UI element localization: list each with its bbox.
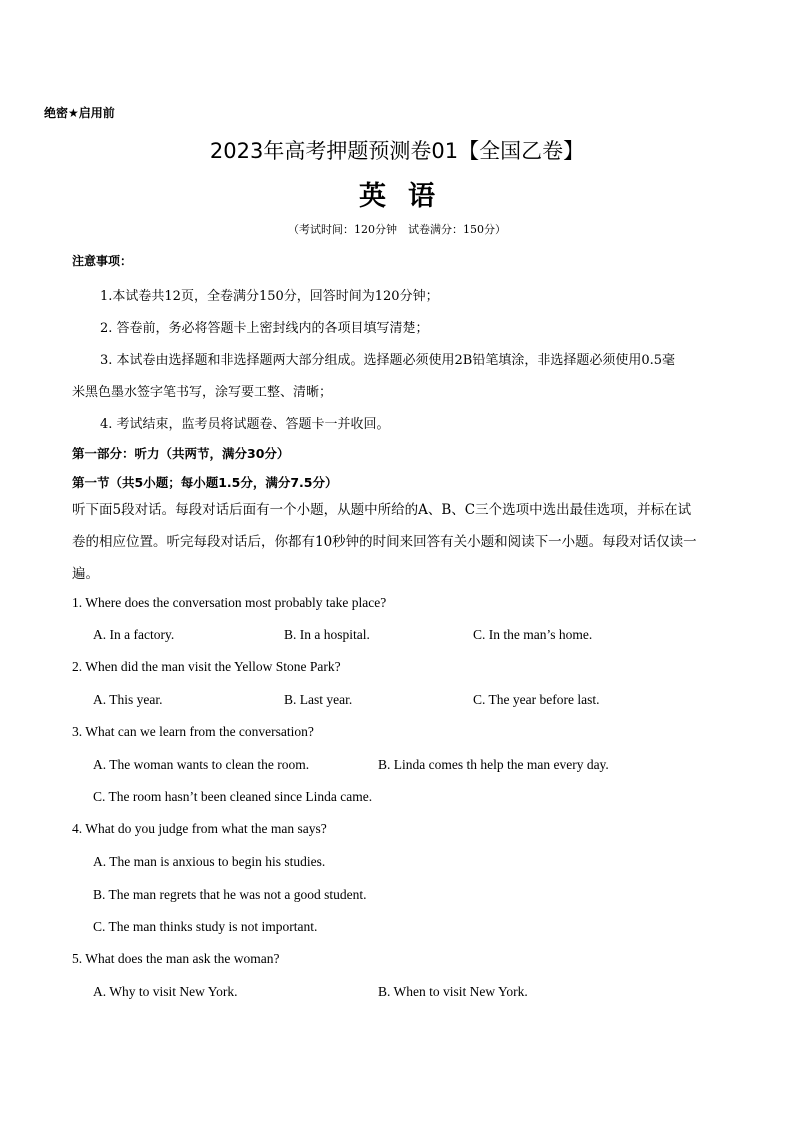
option-a: A. In a factory. [93, 627, 175, 642]
section1-heading: 第一节（共5小题；每小题1.5分，满分7.5分） [72, 475, 338, 490]
notice-item: 4. 考试结束，监考员将试题卷、答题卡一并收回。 [100, 417, 390, 432]
option-b: B. When to visit New York. [378, 984, 528, 999]
notice-item: 米黑色墨水签字笔书写，涂写要工整、清晰； [72, 385, 333, 400]
part1-heading: 第一部分：听力（共两节，满分30分） [72, 446, 290, 461]
option-a: A. This year. [93, 692, 163, 707]
question-stem: 1. Where does the conversation most probably take place? [72, 595, 387, 610]
notice-heading: 注意事项： [72, 254, 133, 268]
option-c: C. The room hasn’t been cleaned since Linda came. [93, 789, 373, 804]
instructions-line: 遍。 [72, 566, 99, 582]
option-b: B. In a hospital. [284, 627, 370, 642]
question-stem: 3. What can we learn from the conversation? [72, 724, 314, 739]
option-a: A. The man is anxious to begin his studies. [93, 854, 326, 869]
subject-title: 英语 [359, 181, 457, 212]
option-c: C. The year before last. [473, 692, 600, 707]
option-c: C. In the man’s home. [473, 627, 593, 642]
confidential-label: 绝密★启用前 [44, 106, 115, 120]
option-b: B. Linda comes th help the man every day. [378, 757, 609, 772]
option-a: A. Why to visit New York. [93, 984, 238, 999]
option-a: A. The woman wants to clean the room. [93, 757, 310, 772]
question-stem: 4. What do you judge from what the man says? [72, 821, 327, 836]
instructions-line: 听下面5段对话。每段对话后面有一个小题，从题中所给的A、B、C三个选项中选出最佳选项，并标在试 [72, 502, 692, 518]
option-b: B. Last year. [284, 692, 353, 707]
question-stem: 5. What does the man ask the woman? [72, 951, 280, 966]
exam-title: 2023年高考押题预测卷01【全国乙卷】 [209, 139, 585, 163]
notice-item: 3. 本试卷由选择题和非选择题两大部分组成。选择题必须使用2B铅笔填涂，非选择题必须使用0.5毫 [100, 353, 676, 368]
notice-item: 1.本试卷共12页，全卷满分150分，回答时间为120分钟； [100, 289, 439, 304]
exam-time-info: （考试时间：120分钟 试卷满分：150分） [288, 223, 506, 236]
instructions-line: 卷的相应位置。听完每段对话后，你都有10秒钟的时间来回答有关小题和阅读下一小题。每段对话仅读一 [72, 534, 697, 550]
option-b: B. The man regrets that he was not a good student. [93, 887, 367, 902]
question-stem: 2. When did the man visit the Yellow Stone Park? [72, 659, 341, 674]
option-c: C. The man thinks study is not important. [93, 919, 318, 934]
notice-item: 2. 答卷前，务必将答题卡上密封线内的各项目填写清楚； [100, 321, 429, 336]
